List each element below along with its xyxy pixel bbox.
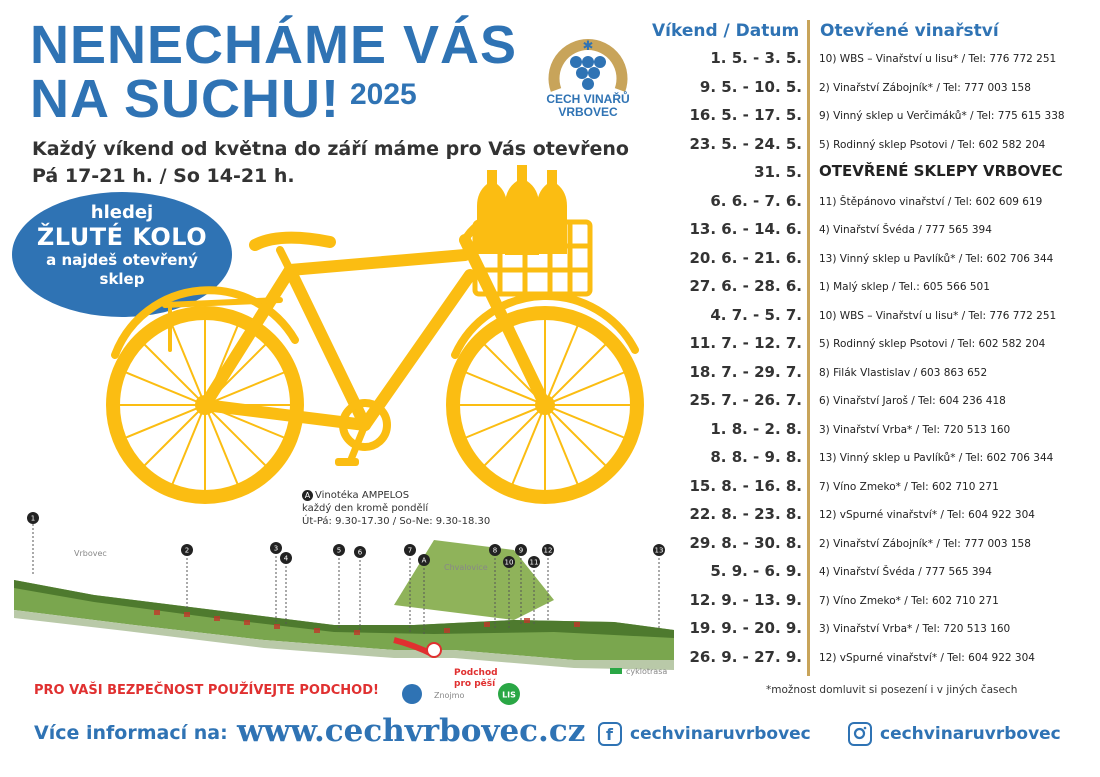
schedule-winery: 5) Rodinný sklep Psotovi / Tel: 602 582 204: [819, 138, 1046, 151]
schedule-row: [650, 75, 1100, 104]
schedule-row: [650, 474, 1100, 503]
map-marker-5: 5: [336, 546, 342, 555]
schedule-row: [650, 217, 1100, 246]
yellow-bicycle-icon: [95, 150, 655, 510]
schedule-date: 19. 9. - 20. 9.: [689, 619, 802, 637]
schedule-row: [650, 246, 1100, 275]
schedule-winery: 5) Rodinný sklep Psotovi / Tel: 602 582 204: [819, 338, 1046, 350]
schedule-winery: 4) Vinařství Švéda / 777 565 394: [819, 566, 992, 578]
map-label-znojmo: Znojmo: [434, 691, 465, 700]
schedule-date: 1. 8. - 2. 8.: [710, 419, 802, 438]
map-label-podchod: Podchod: [454, 668, 498, 678]
title-line-2: NA SUCHU!: [30, 69, 340, 129]
schedule-date: 6. 6. - 7. 6.: [710, 191, 802, 210]
facebook-handle: cechvinaruvrbovec: [630, 724, 811, 744]
bubble-line-2: ŽLUTÉ KOLO: [36, 223, 208, 251]
map-label-vrbovec: Vrbovec: [74, 549, 107, 558]
schedule-row: [650, 417, 1100, 446]
schedule-winery: 9) Vinný sklep u Verčimáků* / Tel: 775 615 338: [819, 110, 1065, 122]
schedule-row: [650, 588, 1100, 617]
schedule-row: [650, 331, 1100, 360]
schedule-date: 23. 5. - 24. 5.: [689, 134, 802, 153]
logo-line-1: CECH VINAŘŮ: [546, 92, 630, 106]
schedule-winery: 8) Filák Vlastislav / 603 863 652: [819, 366, 988, 379]
logo-text: [538, 93, 638, 119]
schedule-date: 16. 5. - 17. 5.: [689, 106, 802, 124]
instagram-handle: cechvinaruvrbovec: [880, 724, 1061, 744]
schedule-date: 8. 8. - 9. 8.: [710, 448, 802, 466]
more-info-label: Více informací na:: [34, 722, 228, 744]
map-label-cyklotrasa: cyklotrasa: [626, 667, 668, 676]
schedule-date: 18. 7. - 29. 7.: [689, 362, 802, 381]
schedule-header-winery: Otevřené vinařství: [820, 21, 999, 41]
map-marker-1: 1: [30, 514, 36, 523]
facebook-link[interactable]: [598, 722, 811, 746]
schedule-note: *možnost domluvit si posezení i v jiných časech: [766, 684, 1018, 696]
subtitle-line-1: Každý víkend od května do září máme pro Vás otevřeno: [32, 138, 629, 160]
map-marker-13: 13: [654, 546, 664, 555]
schedule-date: 15. 8. - 16. 8.: [689, 476, 802, 495]
map-marker-8: 8: [492, 546, 498, 555]
schedule-row: [650, 388, 1100, 417]
instagram-link[interactable]: [848, 722, 1061, 746]
ampelos-days: každý den kromě pondělí: [302, 503, 429, 514]
schedule-row: [650, 616, 1100, 645]
schedule-row: [650, 360, 1100, 389]
village-map: [14, 510, 674, 710]
schedule-winery: 3) Vinařství Vrba* / Tel: 720 513 160: [819, 623, 1011, 635]
schedule-date: 22. 8. - 23. 8.: [689, 505, 802, 523]
schedule-row: [650, 103, 1100, 132]
year: 2025: [350, 78, 417, 111]
schedule-date: 9. 5. - 10. 5.: [699, 77, 802, 96]
map-marker-12: 12: [543, 546, 553, 555]
schedule-date: 25. 7. - 26. 7.: [689, 391, 802, 409]
schedule-row: [650, 303, 1100, 332]
map-marker-2: 2: [184, 546, 190, 555]
poster-title: [30, 15, 518, 129]
map-marker-10: 10: [504, 558, 514, 567]
map-label-pro-pesi: pro pěší: [454, 679, 496, 689]
schedule-header-date: Víkend / Datum: [652, 21, 800, 41]
schedule-row: [650, 531, 1100, 560]
schedule-winery: 12) vSpurné vinařství* / Tel: 604 922 304: [819, 651, 1035, 664]
map-marker-a: A: [421, 556, 427, 565]
schedule-winery: 6) Vinařství Jaroš / Tel: 604 236 418: [819, 395, 1006, 407]
schedule-winery: 2) Vinařství Zábojník* / Tel: 777 003 158: [819, 537, 1031, 550]
map-marker-3: 3: [273, 544, 279, 553]
schedule-date: 4. 7. - 5. 7.: [710, 305, 802, 324]
title-line-1: NENECHÁME VÁS: [30, 15, 518, 75]
schedule-winery: 2) Vinařství Zábojník* / Tel: 777 003 158: [819, 81, 1031, 94]
schedule-date: 1. 5. - 3. 5.: [710, 49, 802, 67]
website-link[interactable]: www.cechvrbovec.cz: [237, 713, 586, 749]
logo-line-2: VRBOVEC: [558, 105, 618, 119]
schedule-date: 13. 6. - 14. 6.: [689, 220, 802, 238]
schedule-winery: 10) WBS – Vinařství u lisu* / Tel: 776 772 251: [819, 53, 1057, 65]
schedule-row: [650, 274, 1100, 303]
bubble-line-1: hledej: [90, 202, 154, 223]
schedule-rows: [650, 46, 1100, 673]
schedule-winery: 12) vSpurné vinařství* / Tel: 604 922 304: [819, 509, 1035, 521]
facebook-icon: [598, 722, 622, 746]
map-marker-4: 4: [283, 554, 289, 563]
schedule-row: [650, 502, 1100, 531]
schedule-winery: 10) WBS – Vinařství u lisu* / Tel: 776 772 251: [819, 309, 1057, 322]
map-lis-badge: LIS: [502, 690, 516, 700]
schedule-winery: 11) Štěpánovo vinařství / Tel: 602 609 619: [819, 195, 1043, 208]
map-label-chvalovice: Chvalovice: [444, 563, 488, 572]
svg-text:✱: ✱: [582, 39, 594, 54]
schedule-date: 11. 7. - 12. 7.: [689, 334, 802, 352]
schedule-row: [650, 645, 1100, 674]
schedule-row: [650, 46, 1100, 75]
schedule-row: [650, 160, 1100, 189]
schedule-winery: 13) Vinný sklep u Pavlíků* / Tel: 602 706 344: [819, 252, 1054, 265]
map-marker-9: 9: [518, 546, 524, 555]
schedule-date: 12. 9. - 13. 9.: [689, 590, 802, 609]
ampelos-name: Vinotéka AMPELOS: [315, 490, 410, 501]
schedule-winery: 7) Víno Zmeko* / Tel: 602 710 271: [819, 594, 999, 607]
schedule-winery: 3) Vinařství Vrba* / Tel: 720 513 160: [819, 423, 1011, 436]
schedule-row: [650, 132, 1100, 161]
map-marker-6: 6: [357, 548, 363, 557]
schedule-date: 27. 6. - 28. 6.: [689, 277, 802, 295]
schedule-row: [650, 189, 1100, 218]
map-marker-7: 7: [407, 546, 413, 555]
schedule-row: [650, 559, 1100, 588]
ampelos-hours: Út-Pá: 9.30-17.30 / So-Ne: 9.30-18.30: [302, 516, 491, 527]
subtitle-line-2: Pá 17-21 h. / So 14-21 h.: [32, 165, 295, 187]
schedule-winery: 13) Vinný sklep u Pavlíků* / Tel: 602 706 344: [819, 452, 1054, 464]
instagram-icon: [848, 722, 872, 746]
schedule-date: 5. 9. - 6. 9.: [710, 562, 802, 580]
schedule-row: [650, 445, 1100, 474]
svg-text:f: f: [606, 725, 613, 743]
ampelos-badge: A: [302, 490, 313, 501]
schedule-date: 20. 6. - 21. 6.: [689, 248, 802, 267]
map-marker-11: 11: [529, 558, 539, 567]
schedule-winery: OTEVŘENÉ SKLEPY VRBOVEC: [819, 162, 1063, 180]
schedule-date: 29. 8. - 30. 8.: [689, 533, 802, 552]
schedule-winery: 1) Malý sklep / Tel.: 605 566 501: [819, 281, 990, 293]
safety-warning: PRO VAŠI BEZPEČNOST POUŽÍVEJTE PODCHOD!: [34, 683, 379, 698]
schedule-date: 26. 9. - 27. 9.: [689, 647, 802, 666]
schedule-winery: 4) Vinařství Švéda / 777 565 394: [819, 224, 992, 236]
schedule-date: 31. 5.: [754, 163, 802, 181]
bubble-line-3: a najdeš otevřený sklep: [46, 251, 198, 288]
schedule-winery: 7) Víno Zmeko* / Tel: 602 710 271: [819, 480, 999, 493]
